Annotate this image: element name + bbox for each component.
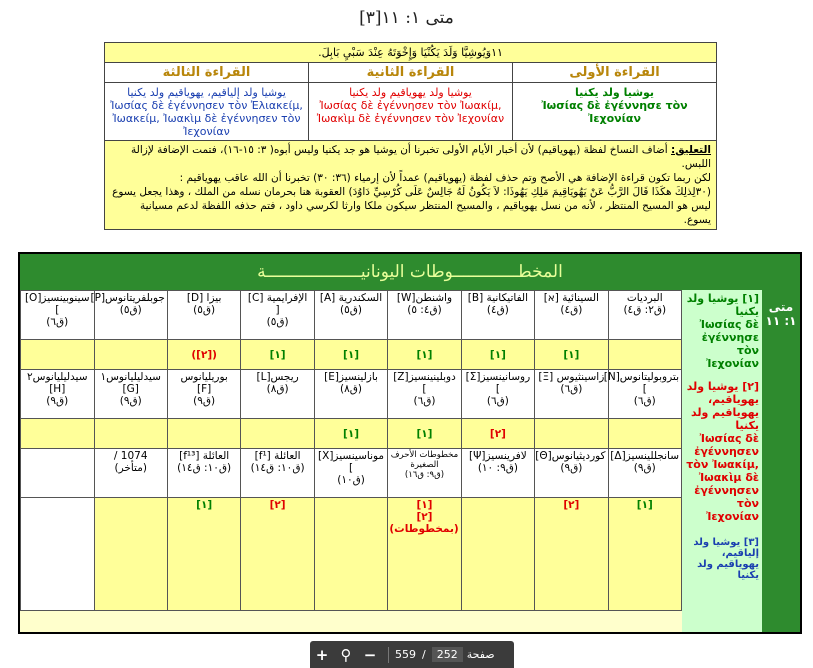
- readings-row: [105, 63, 716, 141]
- reading-3-heading: القراءة الثالثة: [105, 65, 308, 83]
- manuscript-reading-cell: [241, 419, 314, 449]
- reading-1-heading: القراءة الأولى: [513, 65, 716, 83]
- search-button[interactable]: ⚲: [340, 645, 352, 664]
- manuscript-name-cell: لافرينسيز[Ψ] (ق٩: ١٠): [461, 449, 534, 498]
- manuscript-names-row: [21, 449, 682, 498]
- page-title: [٣]متى ١: ١١: [359, 8, 454, 28]
- verse-sidebar-label: متى ١: ١١: [765, 300, 797, 328]
- manuscript-reading-cell: [608, 419, 681, 449]
- verse-text: ١١وَيُوشِيَّا وَلَدَ يَكُنْيَا وَإِخْوَتَهُ عِنْدَ سَبْيِ بَابِلَ.: [105, 43, 716, 63]
- reading-2-greek: Ἰωσίας δὲ ἐγέννησεν τὸν Ἰωακίμ, Ἰωακὶμ δὲ ἐγέννησεν τὸν Ἰεχονίαν: [316, 99, 505, 125]
- page-total: 559: [395, 648, 416, 661]
- manuscript-reading-cell: [١]: [461, 340, 534, 370]
- manuscript-name-cell: موناسينسيز[X] ] (ق١٠): [314, 449, 387, 498]
- manuscript-reading-cell: [١] [٢](بمخطوطات): [388, 498, 461, 611]
- manuscript-reading-cell: [١]: [388, 340, 461, 370]
- manuscript-name-cell: [21, 449, 95, 498]
- manuscript-name-cell: زاسينثيوس [Ξ] (ق٦): [535, 370, 608, 419]
- manuscript-name-cell: 1074 / (متأخر): [94, 449, 167, 498]
- manuscript-reading-cell: [٢]: [535, 498, 608, 611]
- manuscript-name-cell: بيزا [D] (ق٥): [167, 291, 240, 340]
- manuscript-name-cell: السكندرية [A] (ق٥): [314, 291, 387, 340]
- page-number-input[interactable]: 252: [432, 647, 463, 662]
- manuscript-name-cell: البرديات (ق٢: ق٤): [608, 291, 681, 340]
- page-navigation-bar: [310, 641, 514, 668]
- manuscript-reading-cell: [608, 340, 681, 370]
- reading-2-arabic: يوشيا ولد يهوياقيم ولد يكنيا: [349, 86, 472, 99]
- reading-3-greek: Ἰωσίας δὲ ἐγέννησεν τὸν Ἐλιακείμ, Ἰωακείμ, Ἰωακὶμ δὲ ἐγέννησεν τὸν Ἰεχονίαν: [110, 99, 303, 138]
- manuscript-reading-cell: ([٢]): [167, 340, 240, 370]
- page-label: صفحة: [466, 648, 495, 661]
- manuscript-name-cell: ريجس[L] (ق٨): [241, 370, 314, 419]
- manuscript-names-row: [21, 291, 682, 340]
- zoom-in-button[interactable]: +: [315, 645, 329, 664]
- manuscript-name-cell: سينوبينسيز[O] ] (ق٦): [21, 291, 95, 340]
- commentary-line-3: (٣٠لِذلِكَ هكَذَا قَالَ الرَّبُّ عَنْ يَهُويَاقِيمَ مَلِكِ يَهُوذَا: لاَ يَكُونُ لَهُ جَالِسٌ عَلَى كُرْسِيِّ دَاوُدَ) العقوبة هنا بحرمان نسله من الملك ، وهذا يجعل يسوع: [112, 186, 711, 198]
- manuscript-readings-row: [21, 498, 682, 611]
- legend-reading-3: [٣] يوشيا ولد إلياقيم، يهوياقيم ولد يكنيا: [693, 537, 759, 581]
- page-slash: /: [422, 648, 426, 661]
- reading-2-heading: القراءة الثانية: [309, 65, 512, 83]
- legend-reading-1: [١] يوشيا ولد يكنيا: [686, 292, 759, 318]
- manuscript-reading-cell: [١]: [241, 340, 314, 370]
- manuscript-names-row: [21, 370, 682, 419]
- reading-3-arabic: يوشيا ولد إلياقيم، يهوياقيم ولد يكنيا: [127, 86, 286, 99]
- manuscript-reading-cell: [94, 498, 167, 611]
- manuscript-name-cell: الفاتيكانية [B] (ق٤): [461, 291, 534, 340]
- manuscript-reading-cell: [١]: [167, 498, 240, 611]
- commentary-line-4: ليس هو المسيح المنتظر ، لأنه من نسل يهوياقيم ، والمسيح المنتظر سيكون ملكا وارثا لكرسي داود ، فتم حذفه اللفظة لدعم مسيانية يسوع.: [140, 200, 711, 226]
- legend-reading-2-greek: Ἰωσίας δὲ ἐγέννησεν τὸν Ἰωακίμ, Ἰωακὶμ δὲ ἐγέννησεν τὸν Ἰεχονίαν: [686, 432, 759, 523]
- legend-reading-1-greek: Ἰωσίας δὲ ἐγέννησε τὸν Ἰεχονίαν: [699, 318, 759, 370]
- manuscript-name-cell: جوبلفريتانوس[P] (ق٥): [94, 291, 167, 340]
- manuscript-reading-cell: [١]: [535, 340, 608, 370]
- manuscript-name-cell: العائلة [f¹³] (ق١٠: ق١٤): [167, 449, 240, 498]
- manuscript-reading-cell: [94, 419, 167, 449]
- manuscript-reading-cell: [٢]: [241, 498, 314, 611]
- zoom-out-button[interactable]: −: [363, 645, 377, 664]
- reading-3: [105, 63, 308, 140]
- manuscript-reading-cell: [94, 340, 167, 370]
- manuscript-name-cell: بازلينسيز[E] (ق٨): [314, 370, 387, 419]
- table-title: المخطـــــــــــــوطات اليونانيـــــــــــــــــــة: [20, 254, 800, 290]
- verse-sidebar: [762, 290, 800, 632]
- manuscript-name-cell: دوبلينينسيز[Z] ] (ق٦): [388, 370, 461, 419]
- legend-reading-2: [٢] يوشيا ولد يهوياقيم، يهوياقيم ولد يكنيا: [686, 380, 759, 432]
- manuscript-reading-cell: [314, 498, 387, 611]
- manuscript-reading-cell: [21, 498, 95, 611]
- divider: [388, 647, 389, 663]
- manuscript-name-cell: العائلة [f¹] (ق١٠: ق١٤): [241, 449, 314, 498]
- manuscript-name-cell: سيدليليانوس١ [G] (ق٩): [94, 370, 167, 419]
- manuscript-reading-cell: [١]: [388, 419, 461, 449]
- manuscript-name-cell: سيدليليانوس٢ [H] (ق٩): [21, 370, 95, 419]
- manuscript-name-cell: واشنطن[W] (ق٤: ٥): [388, 291, 461, 340]
- manuscript-reading-cell: [461, 498, 534, 611]
- commentary-line-1: أضاف النساخ لفظة (يهوياقيم) لأن أخبار الأيام الأولى تخبرنا أن يوشيا هو جد يكنيا وليس أبوه( ٣: ١٥-١٦)، فتمت الإضافة لإزالة اللبس.: [131, 144, 711, 170]
- manuscript-readings-row: [21, 340, 682, 370]
- reading-2: [308, 63, 512, 140]
- manuscript-name-cell: مخطوطات الأحرف الصغيرة (ق٩: ق١٦): [388, 449, 461, 498]
- manuscripts-table-frame: [18, 252, 802, 634]
- manuscript-reading-cell: [١]: [608, 498, 681, 611]
- reading-box: [104, 42, 717, 230]
- manuscript-reading-cell: [١]: [314, 419, 387, 449]
- readings-legend: [682, 290, 762, 632]
- manuscript-reading-cell: [535, 419, 608, 449]
- commentary-line-2: لكن ربما تكون قراءة الإضافة هي الأصح وتم حذف لفظة (يهوياقيم) عمداً لأن إرمياء (٣٦: ٣٠) تخبرنا أن الله عاقب يهوياقيم :: [179, 172, 711, 184]
- reading-1: [512, 63, 716, 140]
- manuscript-reading-cell: [21, 340, 95, 370]
- commentary-label: التعليق:: [671, 144, 711, 156]
- manuscript-reading-cell: [21, 419, 95, 449]
- manuscript-reading-cell: [٢]: [461, 419, 534, 449]
- reading-1-greek: Ἰωσίας δὲ ἐγέννησε τὸν Ἰεχονίαν: [541, 99, 688, 125]
- manuscript-readings-row: [21, 419, 682, 449]
- manuscript-name-cell: كورديثيانوس[Θ] (ق٩): [535, 449, 608, 498]
- manuscripts-table: [20, 290, 682, 611]
- reading-1-arabic: يوشيا ولد يكنيا: [574, 86, 655, 99]
- manuscript-reading-cell: [167, 419, 240, 449]
- manuscript-name-cell: بتروبوليتانوس[N] ] (ق٦): [608, 370, 681, 419]
- commentary: [105, 141, 716, 229]
- manuscript-name-cell: سانجللينسيز[Δ] (ق٩): [608, 449, 681, 498]
- manuscript-name-cell: السينائية [א] (ق٤): [535, 291, 608, 340]
- manuscript-reading-cell: [١]: [314, 340, 387, 370]
- manuscript-name-cell: روسانينسيز[Σ] ] (ق٦): [461, 370, 534, 419]
- manuscript-name-cell: بوريليانوس [F] (ق٩): [167, 370, 240, 419]
- manuscript-name-cell: الإفرايمية [C] [ (ق٥): [241, 291, 314, 340]
